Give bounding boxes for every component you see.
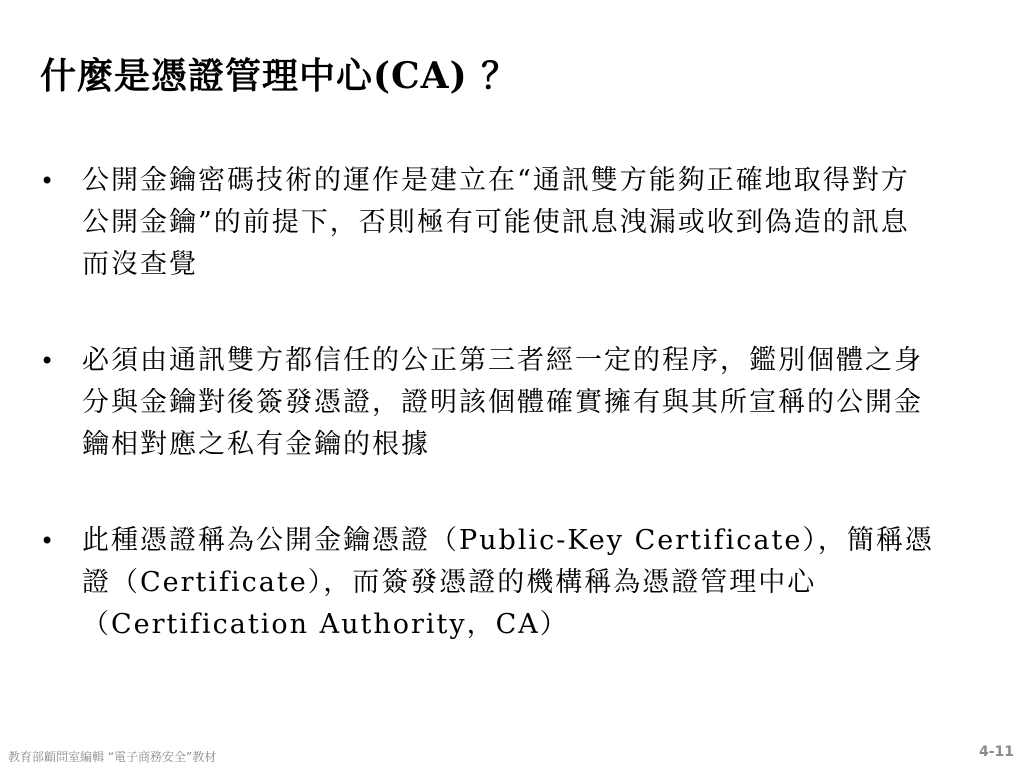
bullet-item-3 — [36, 520, 936, 646]
bullet-text-2: 必須由通訊雙方都信任的公正第三者經一定的程序，鑑別個體之身分與金鑰對後簽發憑證，證明該個體確實擁有與其所宣稱的公開金鑰相對應之私有金鑰的根據 — [82, 345, 923, 460]
footer-credit: 教育部顧問室編輯 “電子商務安全”教材 — [8, 750, 217, 764]
bullet-dot-icon: • — [40, 167, 57, 195]
bullet-text-3: 此種憑證稱為公開金鑰憑證（Public-Key Certificate），簡稱憑證（Certificate），而簽發憑證的機構稱為憑證管理中心（Certification Authority，CA） — [82, 525, 934, 640]
bullet-item-1 — [36, 160, 936, 286]
bullet-item-2 — [36, 340, 936, 466]
bullet-list — [36, 160, 936, 700]
bullet-dot-icon: • — [40, 527, 57, 555]
slide-title: 什麼是憑證管理中心(CA) ？ — [40, 55, 519, 97]
page-number: 4-11 — [978, 744, 1014, 760]
bullet-dot-icon: • — [40, 347, 57, 375]
bullet-text-1: 公開金鑰密碼技術的運作是建立在“通訊雙方能夠正確地取得對方公開金鑰”的前提下，否則極有可能使訊息洩漏或收到偽造的訊息而沒查覺 — [82, 165, 910, 280]
